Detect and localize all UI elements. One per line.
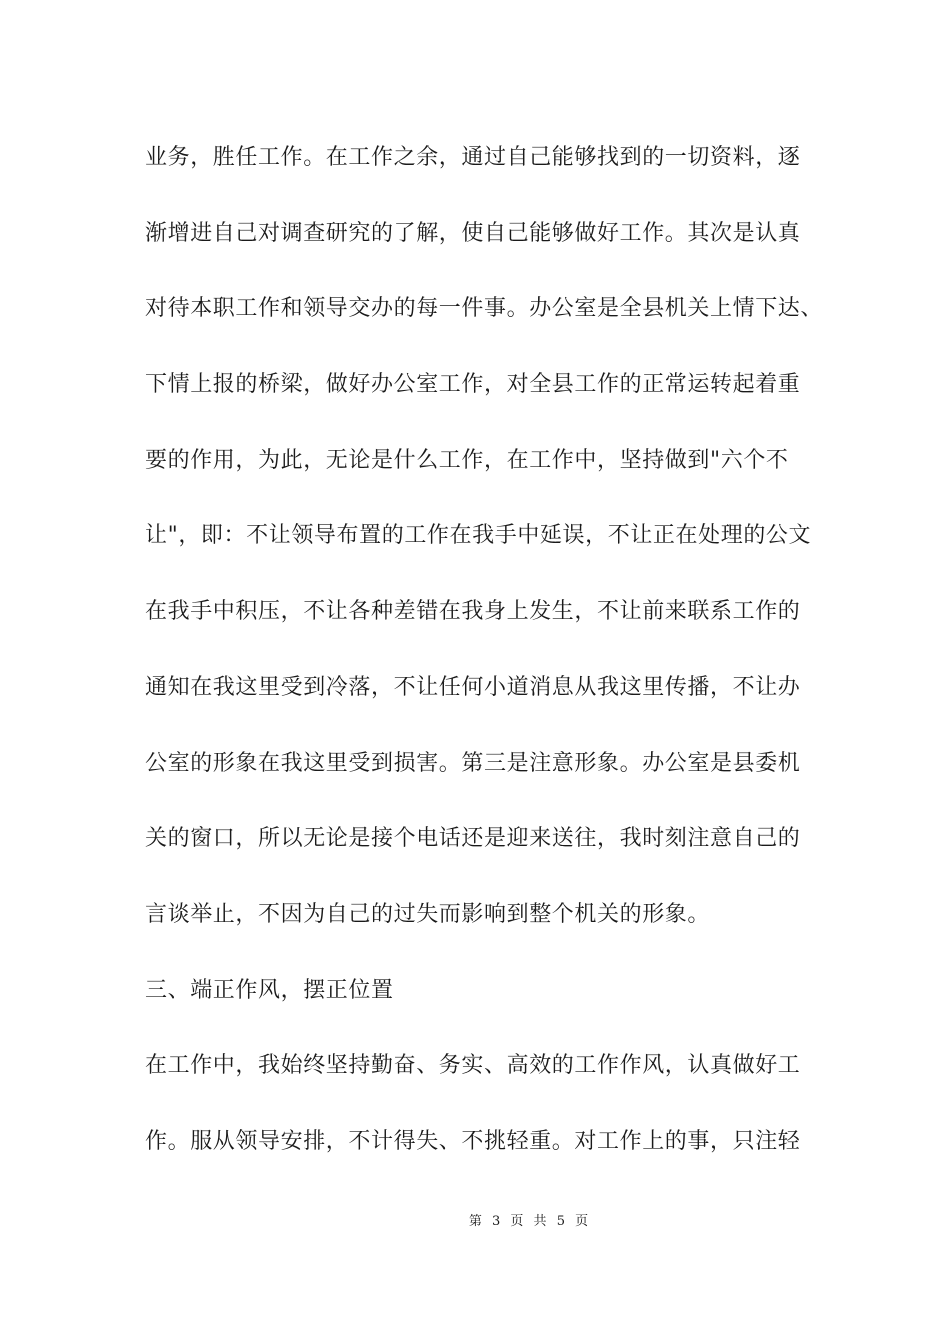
text-line: 公室的形象在我这里受到损害。第三是注意形象。办公室是县委机 xyxy=(145,750,801,776)
text-line: 通知在我这里受到冷落，不让任何小道消息从我这里传播，不让办 xyxy=(145,674,801,700)
text-line: 对待本职工作和领导交办的每一件事。办公室是全县机关上情下达、 xyxy=(145,296,824,322)
text-line: 在我手中积压，不让各种差错在我身上发生，不让前来联系工作的 xyxy=(145,599,801,625)
text-line: 让"，即：不让领导布置的工作在我手中延误，不让正在处理的公文 xyxy=(145,523,812,549)
text-line: 在工作中，我始终坚持勤奋、务实、高效的工作作风，认真做好工 xyxy=(145,1053,801,1079)
text-line: 要的作用，为此，无论是什么工作，在工作中，坚持做到"六个不 xyxy=(145,447,789,473)
text-line: 言谈举止，不因为自己的过失而影响到整个机关的形象。 xyxy=(145,901,711,927)
text-line: 渐增进自己对调查研究的了解，使自己能够做好工作。其次是认真 xyxy=(145,220,801,246)
section-heading: 三、端正作风，摆正位置 xyxy=(145,977,394,1003)
text-line: 关的窗口，所以无论是接个电话还是迎来送往，我时刻注意自己的 xyxy=(145,826,801,852)
body-text xyxy=(145,136,825,1196)
text-line: 业务，胜任工作。在工作之余，通过自己能够找到的一切资料，逐 xyxy=(145,145,801,170)
text-line: 下情上报的桥梁，做好办公室工作，对全县工作的正常运转起着重 xyxy=(145,372,801,398)
text-line: 作。服从领导安排，不计得失、不挑轻重。对工作上的事，只注轻 xyxy=(145,1128,801,1154)
page-number: 第 3 页 共 5 页 xyxy=(468,1214,592,1229)
